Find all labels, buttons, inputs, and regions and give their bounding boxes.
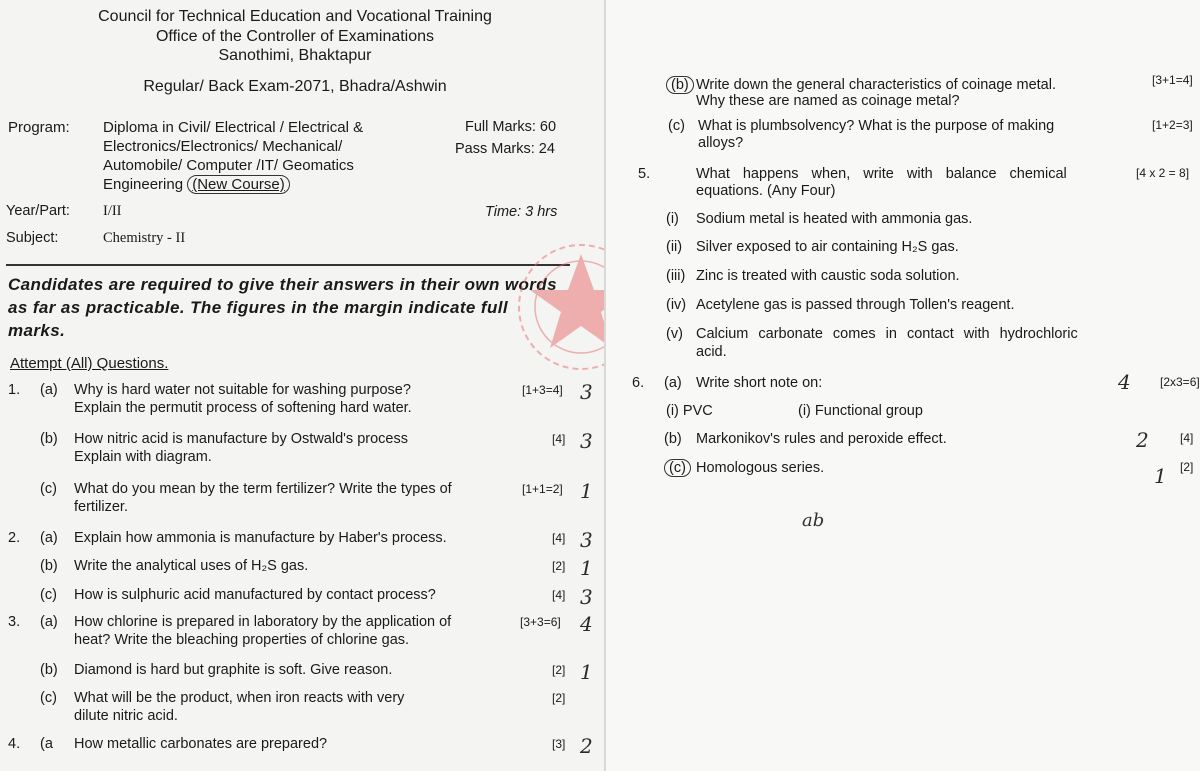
question-line: heat? Write the bleaching properties of chlorine gas. [74, 632, 410, 648]
full-marks: Full Marks: 60 [465, 119, 557, 135]
location: Sanothimi, Bhaktapur [218, 47, 372, 64]
question-line: How metallic carbonates are prepared? [74, 736, 328, 752]
q5-marks: [4 x 2 = 8] [1136, 166, 1190, 180]
q6a-text: Write short note on: [696, 375, 823, 391]
question-marks: [1+1=2] [522, 482, 563, 496]
q5-item-roman: (i) [666, 211, 679, 227]
q5-line-1: What happens when, write with balance chemical [696, 166, 1067, 182]
question-number: 1. [8, 382, 21, 398]
question-marks: [4] [552, 432, 566, 446]
q6b-score: 2 [1136, 428, 1149, 452]
q6a-marks: [2x3=6] [1160, 375, 1200, 389]
attempt-all: Attempt (All) Questions. [10, 355, 169, 372]
question-line: How is sulphuric acid manufactured by contact process? [74, 587, 436, 603]
handwritten-score: 1 [580, 660, 593, 684]
q4c-line-2: alloys? [698, 135, 744, 151]
program-line-4-text: Engineering [103, 176, 184, 193]
office-title: Office of the Controller of Examinations [155, 28, 435, 45]
program-line-2: Electronics/Electronics/ Mechanical/ [103, 138, 343, 155]
question-part: (a [40, 736, 53, 752]
q5-item-text: acid. [696, 344, 727, 360]
q6a-part: (a) [664, 375, 682, 391]
handwritten-score: 3 [580, 585, 593, 609]
new-course-tag: (New Course) [187, 175, 290, 194]
question-marks: [2] [552, 691, 566, 705]
q4c-marks: [1+2=3] [1152, 118, 1193, 132]
q4b-line-2: Why these are named as coinage metal? [696, 93, 960, 109]
question-line: Explain how ammonia is manufacture by Haber's process. [74, 530, 447, 546]
program-line-4 [103, 176, 290, 193]
year-value: I/II [103, 203, 122, 219]
question-number: 3. [8, 614, 21, 630]
q4b-part: (b) [666, 77, 694, 93]
question-part: (b) [40, 662, 58, 678]
question-line: Explain the permutit process of softening hard water. [74, 400, 412, 416]
q6-num: 6. [632, 375, 645, 391]
question-part: (b) [40, 558, 58, 574]
q5-item-text: Calcium carbonate comes in contact with hydrochloric [696, 326, 1078, 342]
handwritten-score: 3 [580, 528, 593, 552]
question-part: (c) [40, 587, 57, 603]
q4c-part: (c) [668, 118, 685, 134]
q6a-item-2: (i) Functional group [798, 403, 923, 419]
right-page [606, 0, 1200, 771]
handwritten-score: 3 [580, 380, 593, 404]
q6c-score: 1 [1154, 464, 1167, 488]
handwritten-score: 2 [580, 734, 593, 758]
question-part: (a) [40, 614, 58, 630]
q6b-marks: [4] [1180, 431, 1194, 445]
question-line: Diamond is hard but graphite is soft. Give reason. [74, 662, 393, 678]
question-marks: [4] [552, 531, 566, 545]
q5-item-roman: (v) [666, 326, 683, 342]
q6b-text: Markonikov's rules and peroxide effect. [696, 431, 947, 447]
program-line-3: Automobile/ Computer /IT/ Geomatics [103, 157, 354, 174]
q5-item-text: Acetylene gas is passed through Tollen's reagent. [696, 297, 1015, 313]
q5-line-2: equations. (Any Four) [696, 183, 836, 199]
question-part: (b) [40, 431, 58, 447]
question-line: What will be the product, when iron reacts with very [74, 690, 405, 706]
question-marks: [4] [552, 588, 566, 602]
question-line: dilute nitric acid. [74, 708, 178, 724]
exam-title: Regular/ Back Exam-2071, Bhadra/Ashwin [143, 78, 447, 95]
question-line: How chlorine is prepared in laboratory by the application of [74, 614, 452, 630]
program-line-1: Diploma in Civil/ Electrical / Electrical & [103, 119, 364, 136]
handwritten-score: 3 [580, 429, 593, 453]
q5-num: 5. [638, 166, 651, 182]
question-number: 4. [8, 736, 21, 752]
handwritten-score: 1 [580, 479, 593, 503]
q6a-item-1: (i) PVC [666, 403, 713, 419]
time: Time: 3 hrs [485, 204, 558, 220]
instructions: Candidates are required to give their answers in their own words as far as practicable. The figures in the margin indicate full marks. [8, 275, 557, 340]
handwritten-mark: ab [802, 510, 825, 531]
question-line: fertilizer. [74, 499, 128, 515]
subject-label: Subject: [6, 230, 59, 246]
handwritten-score: 4 [580, 612, 593, 636]
program-label: Program: [8, 119, 70, 136]
pass-marks: Pass Marks: 24 [455, 141, 555, 157]
council-title: Council for Technical Education and Vocational Training [98, 8, 492, 25]
question-marks: [1+3=4] [522, 383, 563, 397]
q5-item-roman: (iv) [666, 297, 687, 313]
q4b-marks: [3+1=4] [1152, 73, 1193, 87]
q4c-line-1: What is plumbsolvency? What is the purpose of making [698, 118, 1055, 134]
q5-item-text: Sodium metal is heated with ammonia gas. [696, 211, 973, 227]
q5-item-roman: (iii) [666, 268, 686, 284]
question-line: Why is hard water not suitable for washing purpose? [74, 382, 411, 398]
question-part: (a) [40, 382, 58, 398]
q6b-part: (b) [664, 431, 682, 447]
question-marks: [3+3=6] [520, 615, 561, 629]
q5-item-text: Silver exposed to air containing H₂S gas. [696, 239, 959, 255]
question-marks: [3] [552, 737, 566, 751]
question-number: 2. [8, 530, 21, 546]
question-line: How nitric acid is manufacture by Ostwald's process [74, 431, 408, 447]
question-marks: [2] [552, 663, 566, 677]
question-marks: [2] [552, 559, 566, 573]
year-label: Year/Part: [6, 203, 70, 219]
question-part: (c) [40, 690, 57, 706]
q5-item-roman: (ii) [666, 239, 683, 255]
question-line: Explain with diagram. [74, 449, 212, 465]
question-part: (c) [40, 481, 57, 497]
college-seal [506, 232, 606, 382]
q6c-marks: [2] [1180, 460, 1194, 474]
q6a-score: 4 [1118, 370, 1131, 394]
handwritten-score: 1 [580, 556, 593, 580]
q6c-part: (c) [664, 460, 691, 476]
question-line: What do you mean by the term fertilizer? Write the types of [74, 481, 452, 497]
q6c-text: Homologous series. [696, 460, 825, 476]
q4b-line-1: Write down the general characteristics of coinage metal. [696, 77, 1056, 93]
divider [6, 264, 570, 266]
question-part: (a) [40, 530, 58, 546]
q5-item-text: Zinc is treated with caustic soda solution. [696, 268, 960, 284]
subject-value: Chemistry - II [103, 230, 186, 246]
question-line: Write the analytical uses of H₂S gas. [74, 558, 309, 574]
